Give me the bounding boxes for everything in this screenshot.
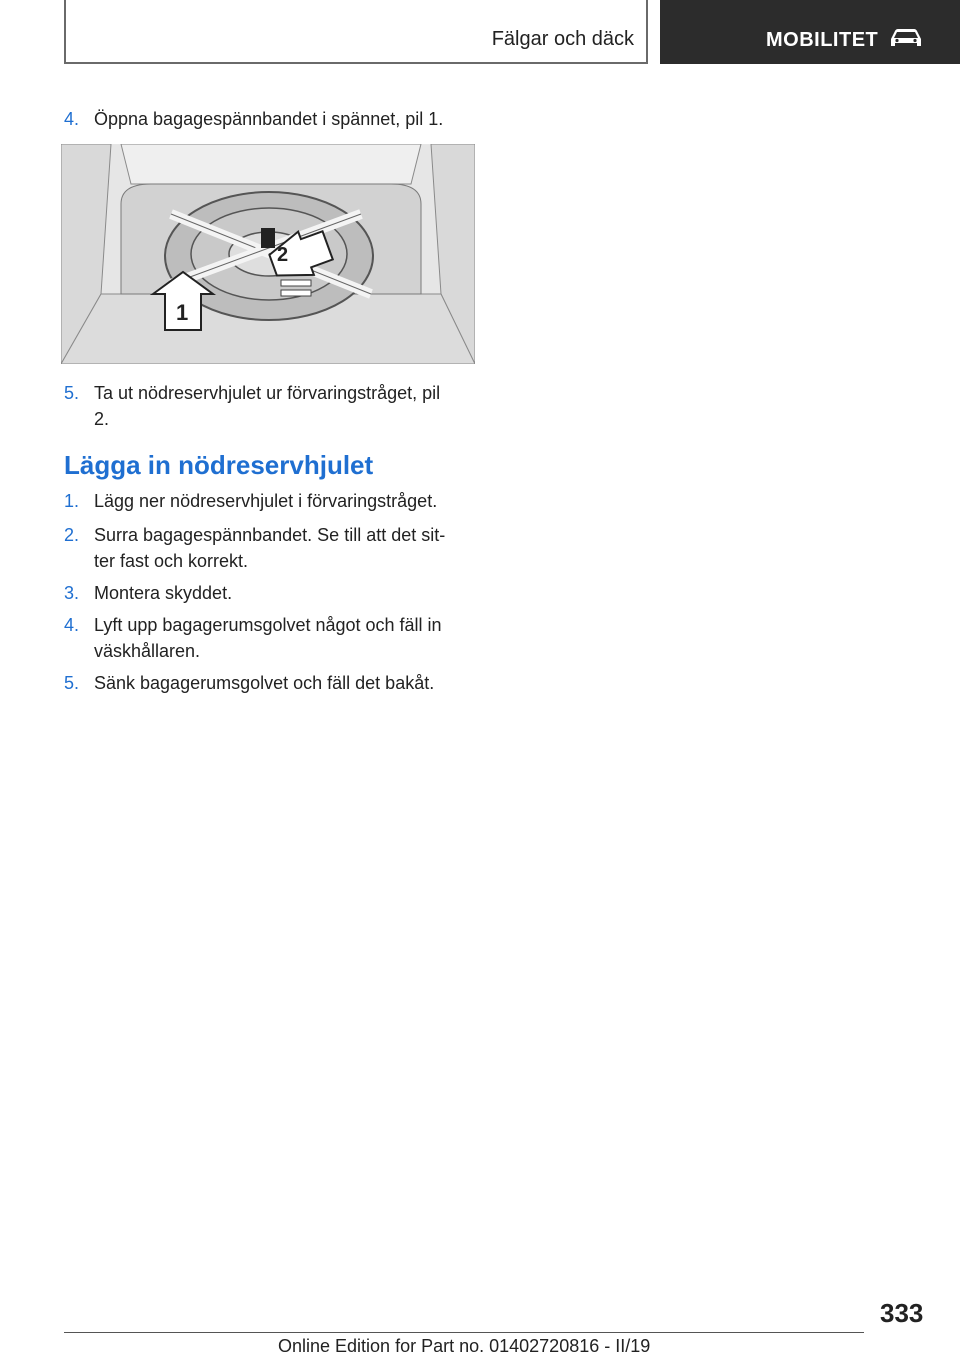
arrow-label-2: 2 (277, 244, 289, 266)
page-number: 333 (880, 1298, 924, 1328)
step-number: 5. (64, 673, 80, 693)
step-text: Lyft upp bagagerumsgolvet något och fäll in väskhållaren. (94, 615, 442, 661)
footer-divider (64, 1332, 864, 1333)
chapter-title: MOBILITET (766, 29, 879, 51)
step-text: Montera skyddet. (94, 583, 233, 603)
header-section-box (64, 0, 648, 64)
section-title: Fälgar och däck (491, 28, 634, 50)
step-text: Sänk bagagerumsgolvet och fäll det bakåt. (94, 673, 435, 693)
footer-edition: Online Edition for Part no. 01402720816 - II/19 (278, 1336, 651, 1356)
step-number: 1. (64, 491, 80, 511)
step-text: Lägg ner nödreservhjulet i förvaringstråget. (94, 491, 438, 511)
step-number: 3. (64, 583, 80, 603)
step-text: Öppna bagagespännbandet i spännet, pil 1. (94, 109, 444, 129)
step-number: 4. (64, 615, 80, 635)
step-text: Surra bagagespännbandet. Se till att det sit‐ter fast och korrekt. (94, 525, 446, 571)
step-number: 2. (64, 525, 80, 545)
arrow-label-1: 1 (176, 300, 189, 325)
header-chapter-box (660, 0, 960, 64)
section-heading: Lägga in nödreservhjulet (64, 450, 374, 480)
step-number: 4. (64, 109, 80, 129)
spare-wheel-illustration (61, 144, 475, 364)
trunk-drawing (61, 144, 475, 364)
step-text: Ta ut nödreservhjulet ur förvaringstråget, pil 2. (94, 383, 441, 429)
step-number: 5. (64, 383, 80, 403)
car-icon (888, 26, 924, 50)
